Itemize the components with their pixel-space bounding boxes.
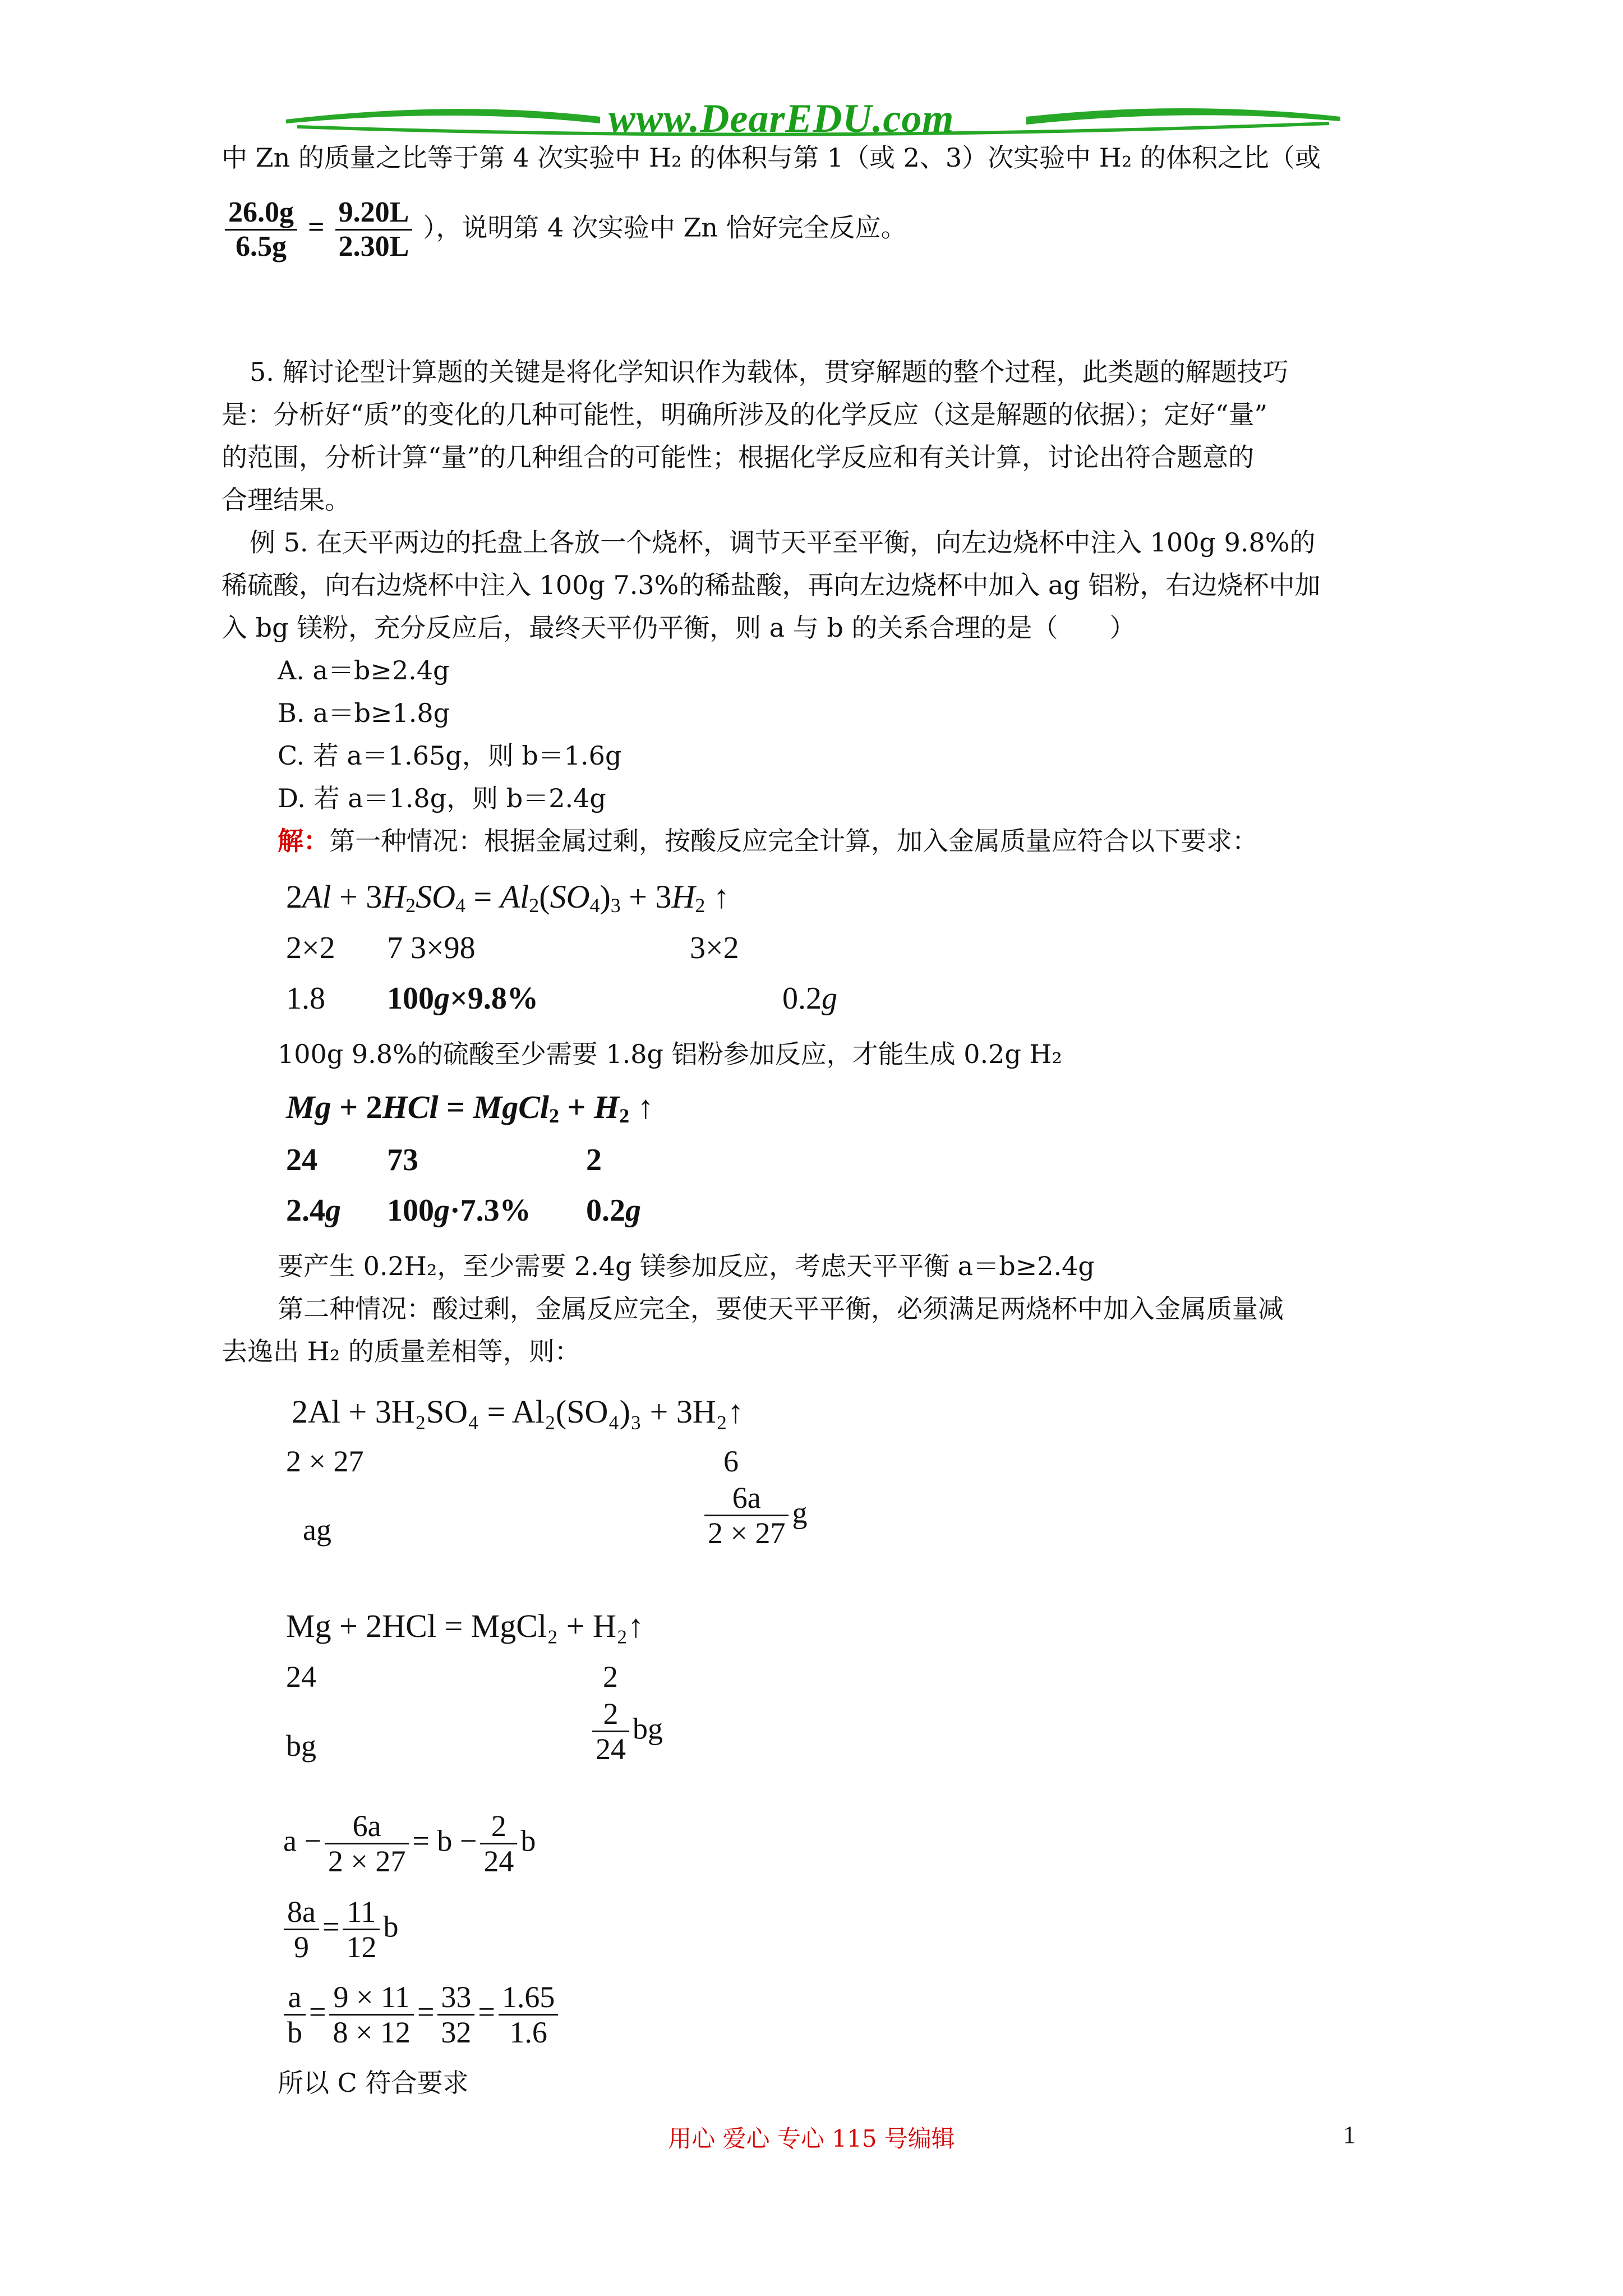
section5-para-4: 合理结果。 [222, 485, 351, 515]
note-2: 要产生 0.2H₂，至少需要 2.4g 镁参加反应，考虑天平平衡 a＝b≥2.4g [278, 1251, 1095, 1281]
ratio-numerator-1: 26.0g [225, 196, 297, 231]
intro-line-1: 中 Zn 的质量之比等于第 4 次实验中 H₂ 的体积与第 1（或 2、3）次实验中 H₂ 的体积之比（或 [222, 142, 1321, 173]
eq3-coef-2: 6 [723, 1444, 739, 1478]
eq2-coef-2: 73 [387, 1143, 418, 1177]
eq1-coef-2: 7 3×98 [387, 931, 476, 965]
equation-al-h2so4-italic: $2Al + 3H_2SO_4 = Al_2(SO_4)_3 + 3H_2$ ↑ [286, 878, 730, 917]
calc-line-2: $\frac{8a}{9}$ = $\frac{11}{12}$ b [280, 1895, 398, 1964]
ratio-numerator-2: 9.20L [335, 196, 413, 231]
footer-text: 用心 爱心 专心 115 号编辑 [668, 2125, 955, 2152]
equation-al-h2so4: 2Al + 3H₂SO₄ = Al₂(SO₄)₃ + 3H₂↑ [292, 1393, 744, 1430]
intro-line-2-tail: ），说明第 4 次实验中 Zn 恰好完全反应。 [423, 212, 907, 243]
case2-line-2: 去逸出 H₂ 的质量差相等，则： [222, 1336, 580, 1366]
eq2-mass-h2: 0.2g [586, 1193, 641, 1228]
equation-mg-hcl-italic: Mg + 2HCl = MgCl$_2$ + $H_2$ ↑ [286, 1089, 654, 1127]
eq2-mass-mg: 2.4g [286, 1193, 341, 1228]
eq3-mass-al: ag [303, 1513, 331, 1547]
eq4-mass-mg: bg [286, 1729, 316, 1763]
calc-line-1: a − $\frac{6a}{2 \times 27}$ = b − $\frac{2}{24}$ b [283, 1809, 536, 1879]
eq1-mass-al: 1.8 [286, 981, 325, 1016]
solution-label: 解： [278, 826, 329, 856]
eq3-coef-1: 2 × 27 [286, 1444, 364, 1478]
calc-line-3: $\frac{a}{b}$ = $\frac{9 \times 11}{8 \times 12}$ = $\frac{33}{32}$ = $\frac{1.65}{1.6}$ [280, 1980, 561, 2050]
eq4-coef-2: 2 [603, 1660, 618, 1694]
header-brand: www.DearEDU.com [608, 96, 955, 141]
eq1-mass-h2: 0.2g [782, 981, 837, 1016]
solution-line [278, 828, 1258, 854]
section5-para-1: 5. 解讨论型计算题的关键是将化学知识作为载体，贯穿解题的整个过程，此类题的解题技巧 [250, 357, 1289, 387]
option-b: B. a＝b≥1.8g [278, 698, 450, 728]
solution-text: 第一种情况：根据金属过剩，按酸反应完全计算，加入金属质量应符合以下要求： [329, 826, 1258, 856]
eq2-mass-acid: 100g·7.3% [387, 1193, 531, 1228]
example5-line-2: 稀硫酸，向右边烧杯中注入 100g 7.3%的稀盐酸，再向左边烧杯中加入 ag 铝粉，右边烧杯中加 [222, 570, 1321, 600]
intro-ratio: $\frac{26.0g}{6.5g}$ = $\frac{9.20L}{2.30L}$ ），说明第 4 次实验中 Zn 恰好完全反应。 [222, 196, 907, 263]
example5-line-3: 入 bg 镁粉，充分反应后，最终天平仍平衡，则 a 与 b 的关系合理的是（ ） [222, 613, 1136, 643]
eq1-mass-acid: 100g×9.8% [387, 981, 538, 1016]
section5-para-3: 的范围，分析计算“量”的几种组合的可能性；根据化学反应和有关计算，讨论出符合题意的 [222, 442, 1255, 472]
eq2-coef-1: 24 [286, 1143, 317, 1177]
page-number: 1 [1343, 2121, 1355, 2148]
eq1-coef-3: 3×2 [690, 931, 739, 965]
section5-para-2: 是：分析好“质”的变化的几种可能性，明确所涉及的化学反应（这是解题的依据）；定好“量” [222, 399, 1268, 430]
option-c: C. 若 a＝1.65g，则 b＝1.6g [278, 740, 622, 771]
conclusion: 所以 C 符合要求 [278, 2068, 469, 2098]
eq1-coef-1: 2×2 [286, 931, 335, 965]
example5-line-1: 例 5. 在天平两边的托盘上各放一个烧杯，调节天平至平衡，向左边烧杯中注入 100g 9.8%的 [250, 527, 1316, 558]
equation-mg-hcl: Mg + 2HCl = MgCl₂ + H₂↑ [286, 1608, 644, 1644]
eq4-coef-1: 24 [286, 1660, 316, 1694]
case2-line-1: 第二种情况：酸过剩，金属反应完全，要使天平平衡，必须满足两烧杯中加入金属质量减 [278, 1294, 1284, 1324]
eq2-coef-3: 2 [586, 1143, 602, 1177]
note-1: 100g 9.8%的硫酸至少需要 1.8g 铝粉参加反应，才能生成 0.2g H₂ [278, 1039, 1062, 1069]
option-a: A. a＝b≥2.4g [278, 655, 450, 685]
option-d: D. 若 a＝1.8g，则 b＝2.4g [278, 783, 606, 813]
ratio-denominator-1: 6.5g [236, 231, 287, 263]
ratio-denominator-2: 2.30L [338, 231, 409, 263]
eq3-mass-h2: $\frac{6a}{2 \times 27}$ g [701, 1481, 807, 1550]
eq4-mass-h2: $\frac{2}{24}$ bg [589, 1697, 663, 1766]
